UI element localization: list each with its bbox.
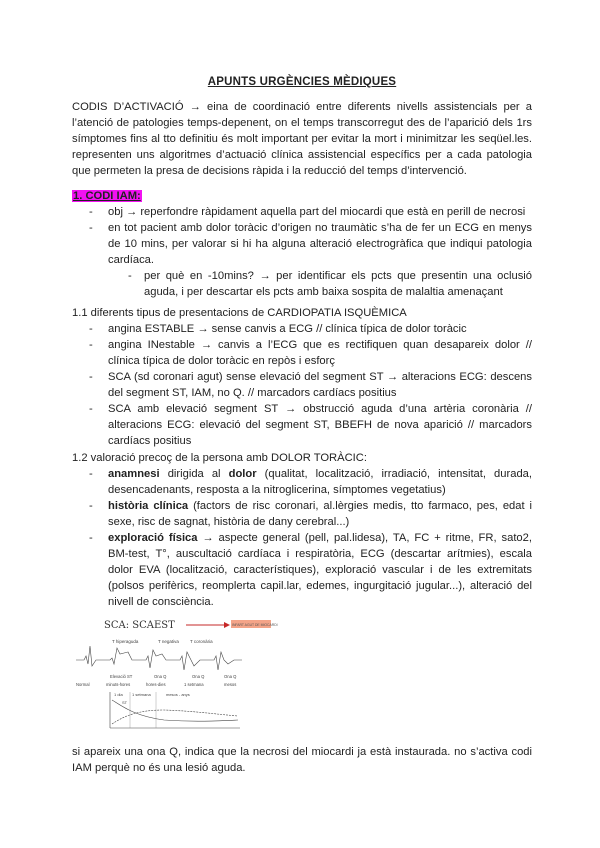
ecg-trace [76,646,104,666]
stage-label: Normal [76,682,90,687]
graph-label: ST [122,700,128,705]
figure-arrowhead [224,622,230,628]
wave-label-top: T coronària [190,639,213,644]
graph-curve [112,700,238,721]
graph-label: 1 setmana [132,692,151,697]
ecg-evolution-figure [74,616,346,732]
list-item: - angina ESTABLE → sense canvis a ECG // clínica típica de dolor toràcic [72,321,532,337]
wave-label-top: T negativa [158,639,179,644]
wave-label-bottom: Ona Q [224,674,237,679]
list-item: - història clínica (factors de risc coronari, al.lèrgies medis, tto farmaco, pes, edat i sexe, risc de sagnat, història de dany cerebral...) [72,498,532,530]
section-1-heading [72,188,142,204]
stage-label: minuts-hores [106,682,131,687]
ecg-trace [208,652,242,670]
list-item: - obj → reperfondre ràpidament aquella part del miocardi que està en perill de necrosi [72,204,532,220]
term-bold: exploració física [108,532,198,544]
list-item: - SCA (sd coronari agut) sense elevació del segment ST → alteracions ECG: descens del segment ST, IAM, no Q. // marcadors cardíacs positius [72,369,532,401]
intro-paragraph: CODIS D’ACTIVACIÓ → eina de coordinació entre diferents nivells assistencials per a l’atenció de patologies temps-depenent, on el temps transcorregut des de l’aparició dels 1rs símptomes fins al tto definitiu és molt important per evitar la mort i minimitzar les seqüel.les. representen uns algoritmes d’actuació clínica assistencial específics per a cada patologia que permeten la presa de decisions ràpida i la reducció del temps d’intervenció. [72,101,532,177]
list-item: - exploració física → aspecte general (pell, pal.lidesa), TA, FC + ritme, FR, sato2, BM-test, T°, auscultació cardíaca i respiratòria, ECG (descartar arítmies), escala dolor EVA (localització, característiques), exploració vascular i de les extremitats (polsos perifèrics, reomplerta capil.lar, edemes, ingurgitació jugular...), alteració del nivell de consciència. [72,530,532,610]
ecg-trace [104,648,140,664]
section-1-heading-text: 1. CODI IAM: [73,190,141,202]
list-subitem: - per què en -10mins? → per identificar els pcts que presentin una oclusió aguda, i per descartar els pcts amb baixa sospita de malaltia amenaçant [72,268,532,300]
page-title: APUNTS URGÈNCIES MÈDIQUES [207,76,397,88]
closing-paragraph: si apareix una ona Q, indica que la necrosi del miocardi ja està instaurada. no s’activa codi IAM perquè no és una lesió aguda. [72,746,532,774]
section-1-1-list [72,321,532,449]
section-1-2-heading: 1.2 valoració precoç de la persona amb DOLOR TORÀCIC: [72,452,367,464]
figure-title: SCA: SCAEST [104,620,175,631]
graph-label: 1 dia [114,692,123,697]
section-1-2-list [72,466,532,610]
figure-badge: INFART AGUT DE MIOCARDI [232,623,278,627]
stage-label: mesos [224,682,237,687]
stage-label: hores-dies [146,682,166,687]
list-item: - en tot pacient amb dolor toràcic d’origen no traumàtic s’ha de fer un ECG en menys de 10 mins, per valorar si hi ha alguna alteració electrogràfica que indiqui patologia cardíaca. [72,220,532,268]
list-item: - SCA amb elevació segment ST → obstrucció aguda d’una artèria coronària // alteracions ECG: elevació del segment ST, BBEFH de nova aparició // marcadors cardíacs positius [72,401,532,449]
list-item: - anamnesi dirigida al dolor (qualitat, localització, irradiació, intensitat, durada, desencadenants, resposta a la nitroglicerina, símptomes vegetatius) [72,466,532,498]
ecg-trace [174,652,208,670]
ecg-trace [140,650,174,668]
stage-label: 1 setmana [184,682,204,687]
list-item: - angina INestable → canvis a l’ECG que es rectifiquen quan desapareix dolor // clínica típica de dolor toràcic en repòs i esforç [72,337,532,369]
graph-label: mesos - anys [166,692,190,697]
wave-label-bottom: Ona Q [154,674,167,679]
wave-label-bottom: Ona Q [192,674,205,679]
wave-label-top: T hiperaguda [112,639,139,644]
term-bold: anamnesi [108,468,160,480]
wave-label-bottom: Elevació ST [110,674,133,679]
section-1-list [72,204,532,300]
term-bold: dolor [228,468,257,480]
section-1-1-heading: 1.1 diferents tipus de presentacions de CARDIOPATIA ISQUÈMICA [72,307,407,319]
graph-curve [112,710,238,724]
term-bold: història clínica [108,500,189,512]
